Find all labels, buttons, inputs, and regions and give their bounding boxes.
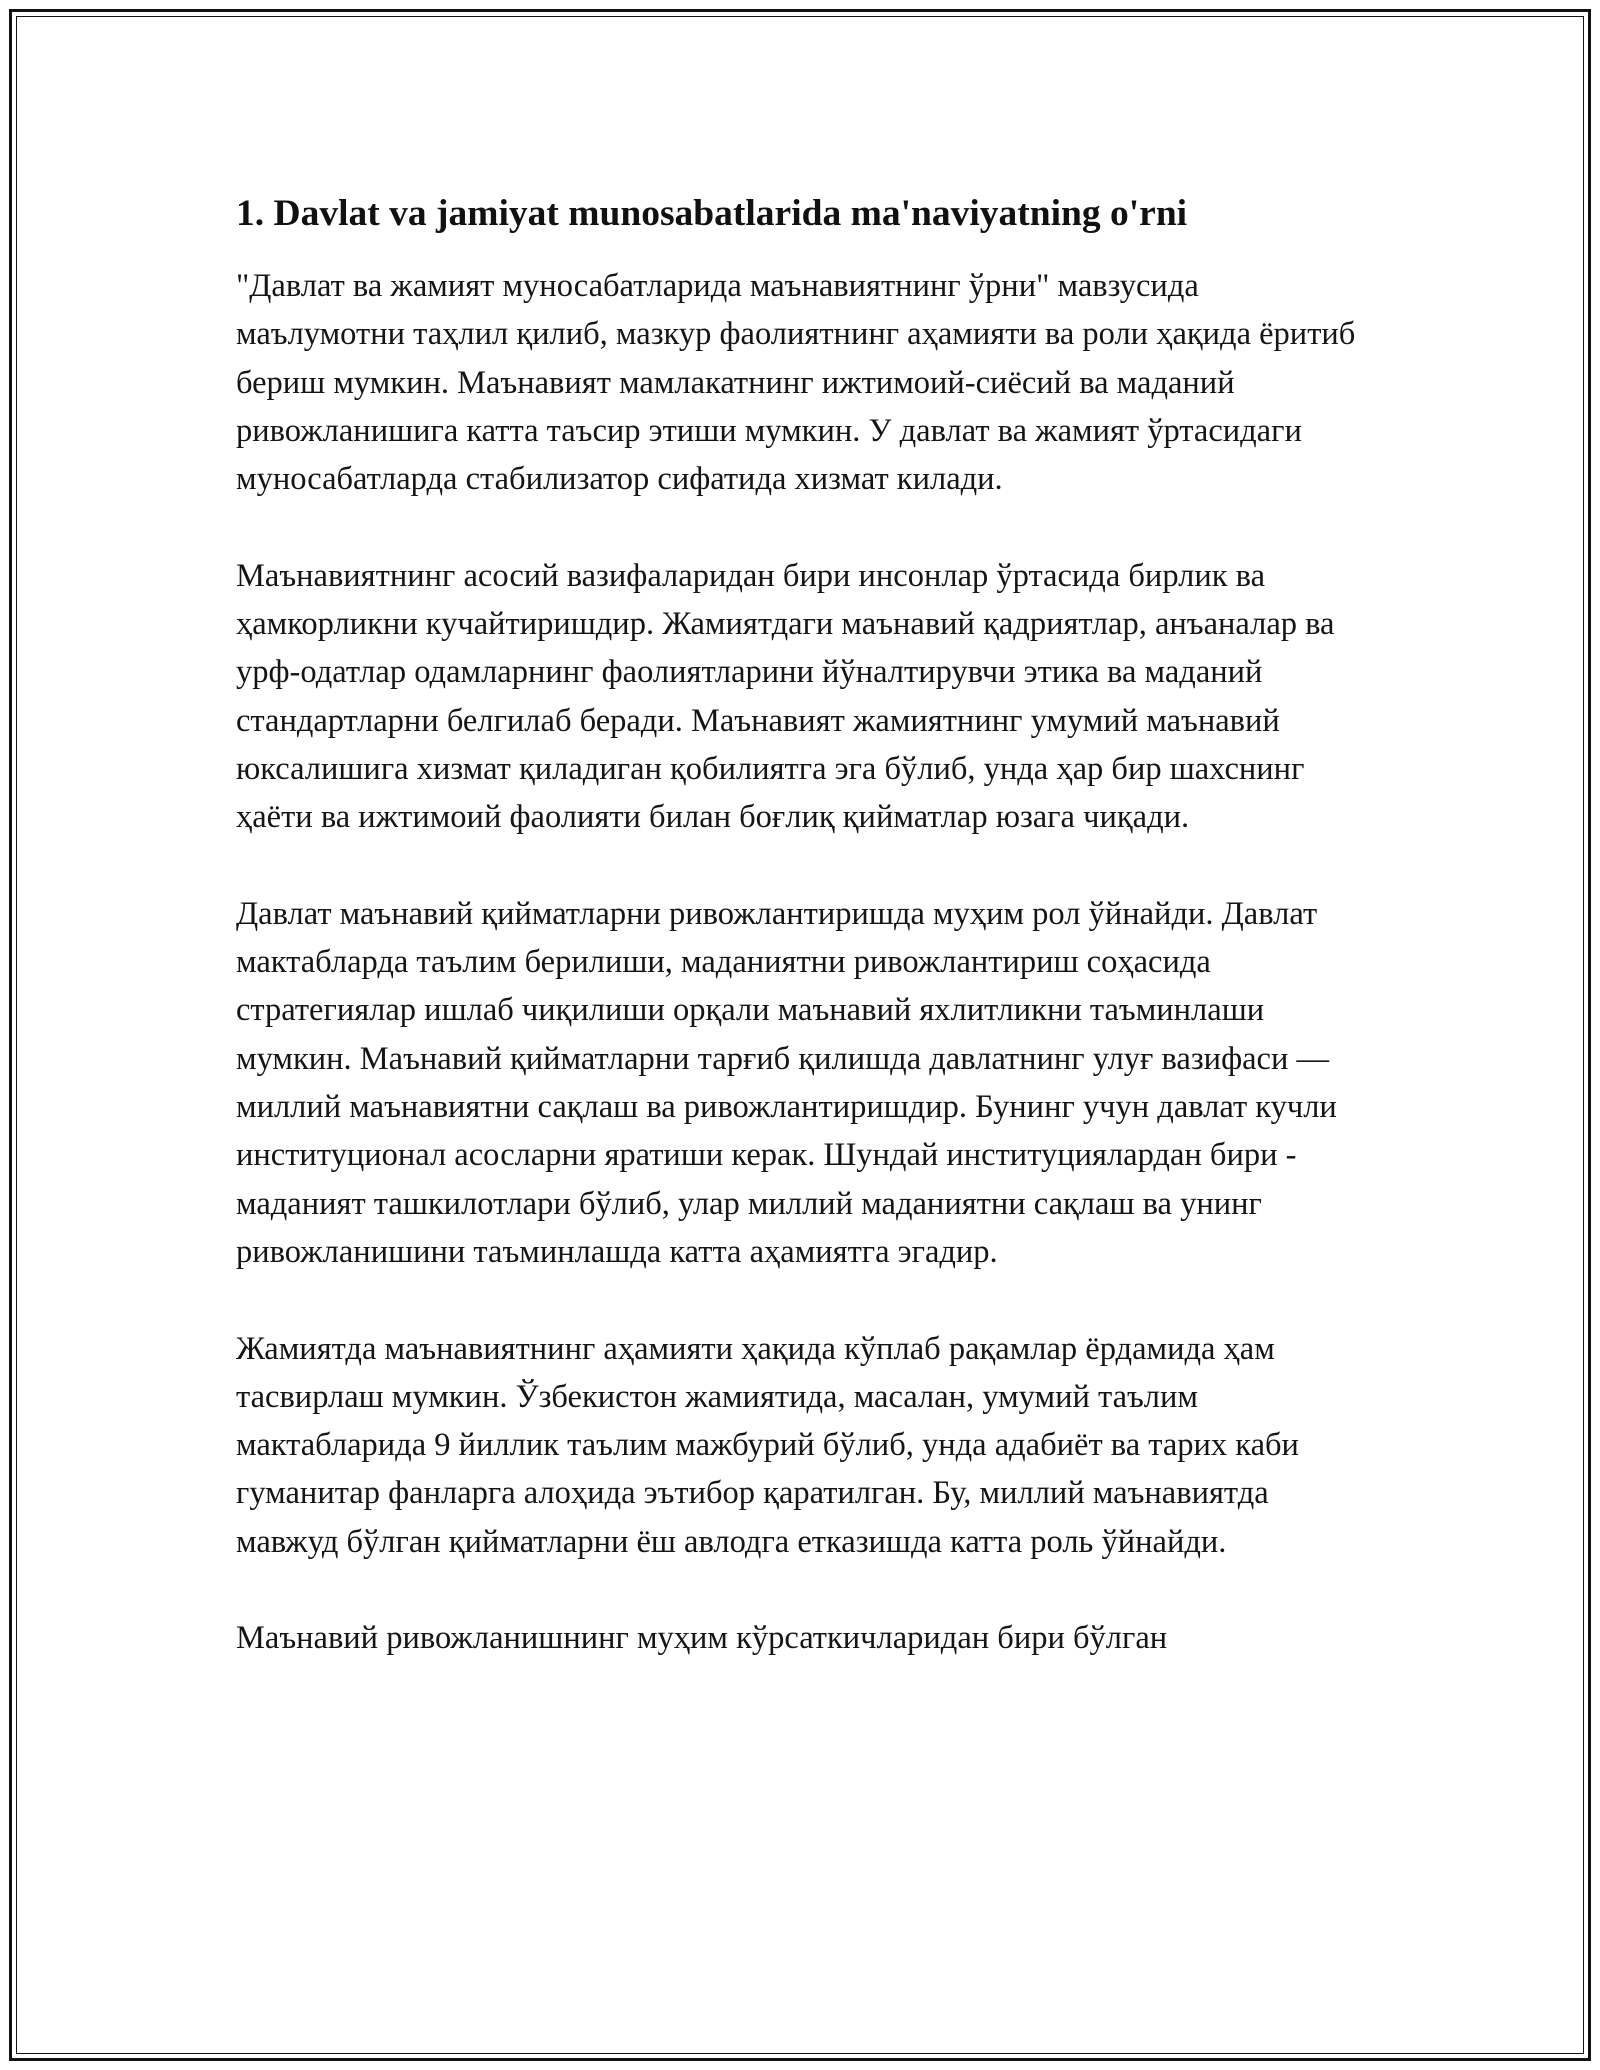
paragraph-2: Маънавиятнинг асосий вазифаларидан бири инсонлар ўртасида бирлик ва ҳамкорликни кучайтиришдир. Жамиятдаги маънавий қадриятлар, анъаналар ва урф-одатлар одамларнинг фаолиятларини йўналтирувчи этика ва маданий стандартларни белгилаб беради. Маънавият жамиятнинг умумий маънавий юксалишига хизмат қиладиган қобилиятга эга бўлиб, унда ҳар бир шахснинг ҳаёти ва ижтимоий фаолияти билан боғлиқ қийматлар юзага чиқади. [236, 557, 1335, 836]
document-title: 1. Davlat va jamiyat munosabatlarida ma'naviyatning o'rni [236, 193, 1188, 234]
paragraph-4: Жамиятда маънавиятнинг аҳамияти ҳақида кўплаб рақамлар ёрдамида ҳам тасвирлаш мумкин. Ўзбекистон жамиятида, масалан, умумий таълим мактабларида 9 йиллик таълим мажбурий бўлиб, унда адабиёт ва тарих каби гуманитар фанларга алоҳида эътибор қаратилган. Бу, миллий маънавиятда мавжуд бўлган қийматларни ёш авлодга етказишда катта роль ўйнайди. [236, 1330, 1299, 1560]
document-body [236, 190, 1366, 1711]
paragraph-3: Давлат маънавий қийматларни ривожлантиришда муҳим рол ўйнайди. Давлат мактабларда таълим берилиши, маданиятни ривожлантириш соҳасида стратегиялар ишлаб чиқилиши орқали маънавий яхлитликни таъминлаши мумкин. Маънавий қийматларни тарғиб қилишда давлатнинг улуғ вазифаси — миллий маънавиятни сақлаш ва ривожлантиришдир. Бунинг учун давлат кучли институционал асосларни яратиши керак. Шундай институциялардан бири - маданият ташкилотлари бўлиб, улар миллий маданиятни сақлаш ва унинг ривожланишини таъминлашда катта аҳамиятга эгадир. [236, 895, 1337, 1270]
paragraph-1: "Давлат ва жамият муносабатларида маънавиятнинг ўрни" мавзусида маълумотни таҳлил қилиб, мазкур фаолиятнинг аҳамияти ва роли ҳақида ёритиб бериш мумкин. Маънавият мамлакатнинг ижтимоий-сиёсий ва маданий ривожланишига катта таъсир этиши мумкин. У давлат ва жамият ўртасидаги муносабатларда стабилизатор сифатида хизмат килади. [236, 268, 1356, 498]
paragraph-5: Маънавий ривожланишнинг муҳим кўрсаткичларидан бири бўлган [236, 1620, 1168, 1657]
